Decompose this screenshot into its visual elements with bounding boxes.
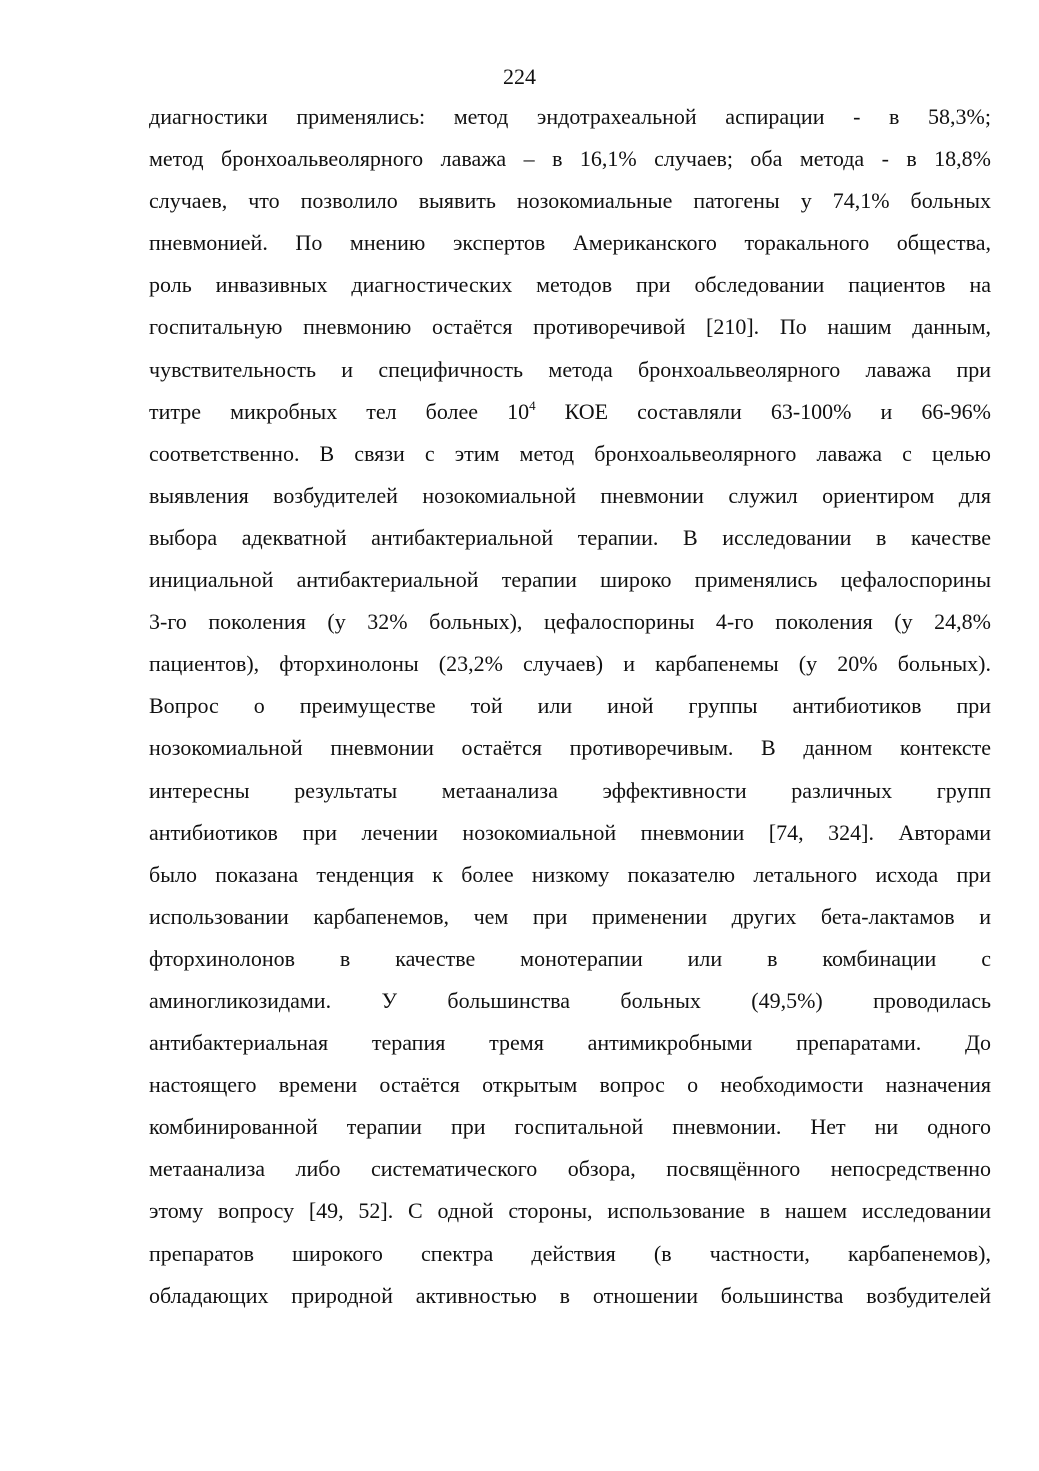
text-line: чувствительность и специфичность метода бронхоальвеолярного лаважа при	[149, 356, 991, 382]
page-number: 224	[503, 64, 536, 89]
text-line: роль инвазивных диагностических методов при обследовании пациентов на	[149, 272, 991, 298]
text-line: пневмонией. По мнению экспертов Американского торакального общества,	[149, 230, 991, 256]
superscript-exponent: 4	[529, 397, 536, 413]
text-line: выявления возбудителей нозокомиальной пневмонии служил ориентиром для	[149, 482, 991, 508]
text-line: инициальной антибактериальной терапии широко применялись цефалоспорины	[149, 567, 991, 593]
text-line: настоящего времени остаётся открытым вопрос о необходимости назначения	[149, 1072, 991, 1098]
text-line: этому вопросу [49, 52]. С одной стороны, использование в нашем исследовании	[149, 1198, 991, 1224]
text-line: Вопрос о преимуществе той или иной группы антибиотиков при	[149, 693, 991, 719]
text-line: препаратов широкого спектра действия (в частности, карбапенемов),	[149, 1240, 991, 1266]
text-line: антибактериальная терапия тремя антимикробными препаратами. До	[149, 1030, 991, 1056]
text-segment: КОЕ составляли 63-100% и 66-96%	[535, 398, 992, 424]
text-line: фторхинолонов в качестве монотерапии или в комбинации с	[149, 945, 991, 971]
text-line-with-superscript	[149, 391, 991, 433]
text-line: 3-го поколения (у 32% больных), цефалоспорины 4-го поколения (у 24,8%	[149, 609, 991, 635]
text-line: комбинированной терапии при госпитальной пневмонии. Нет ни одного	[149, 1114, 991, 1140]
text-line: пациентов), фторхинолоны (23,2% случаев) и карбапенемы (у 20% больных).	[149, 651, 991, 677]
text-line: аминогликозидами. У большинства больных (49,5%) проводилась	[149, 987, 991, 1013]
text-line: метод бронхоальвеолярного лаважа – в 16,1% случаев; оба метода - в 18,8%	[149, 146, 991, 172]
text-line: использовании карбапенемов, чем при применении других бета-лактамов и	[149, 903, 991, 929]
text-line: метаанализа либо систематического обзора, посвящённого непосредственно	[149, 1156, 991, 1182]
text-line: соответственно. В связи с этим метод бронхоальвеолярного лаважа с целью	[149, 440, 991, 466]
text-line: диагностики применялись: метод эндотрахеальной аспирации - в 58,3%;	[149, 104, 991, 129]
text-line: было показана тенденция к более низкому показателю летального исхода при	[149, 861, 991, 887]
text-line: интересны результаты метаанализа эффективности различных групп	[149, 777, 991, 803]
text-line: нозокомиальной пневмонии остаётся противоречивым. В данном контексте	[149, 735, 991, 761]
text-line: выбора адекватной антибактериальной терапии. В исследовании в качестве	[149, 524, 991, 550]
text-line: случаев, что позволило выявить нозокомиальные патогены у 74,1% больных	[149, 188, 991, 214]
text-line: антибиотиков при лечении нозокомиальной пневмонии [74, 324]. Авторами	[149, 819, 991, 845]
body-text	[149, 96, 991, 1317]
text-line: госпитальную пневмонию остаётся противоречивой [210]. По нашим данным,	[149, 314, 991, 340]
text-segment: титре микробных тел более 10	[149, 398, 530, 424]
text-line: обладающих природной активностью в отношении большинства возбудителей	[149, 1282, 991, 1308]
